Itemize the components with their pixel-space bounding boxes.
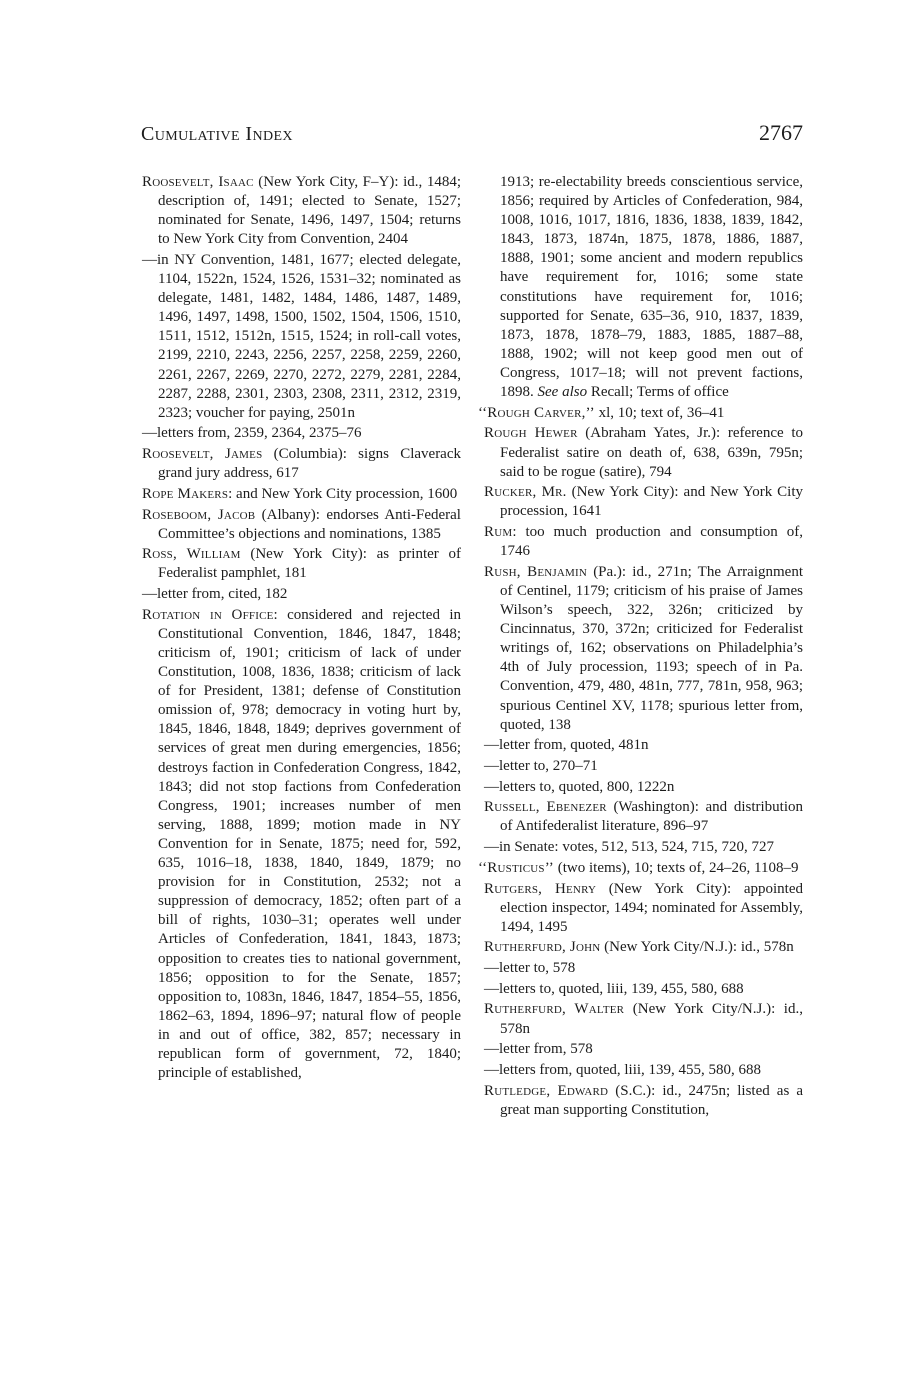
- entry-text: —letters from, 2359, 2364, 2375–76: [142, 425, 362, 442]
- entry-headword: ‘‘Rough Carver,’’: [478, 404, 595, 421]
- entry-text: —in NY Convention, 1481, 1677; elected delegate, 1104, 1522n, 1524, 1526, 1531–32; nominated as delegate, 1481, 1482, 1484, 1486, 1487, 1489, 1496, 1497, 1498, 1500, 1502, 1504, 1506, 1510, 1511, 1512, 1512n, 1515, 1524; in roll-call votes, 2199, 2210, 2243, 2256, 2257, 2258, 2259, 2260, 2261, 2267, 2269, 2270, 2272, 2279, 2281, 2284, 2287, 2288, 2301, 2303, 2308, 2311, 2312, 2319, 2323; voucher for paying, 2501n: [142, 251, 461, 421]
- entry-headword: Russell, Ebenezer: [484, 799, 607, 816]
- running-head-title: Cumulative Index: [141, 123, 293, 145]
- entry-text: (New York City/N.J.): id., 578n: [600, 939, 794, 956]
- running-head: [141, 120, 803, 146]
- index-entry-rough-carver: [478, 404, 803, 423]
- entry-text: 1913; re-electability breeds conscientious service, 1856; required by Articles of Confederation, 984, 1008, 1016, 1017, 1816, 1836, 1838, 1839, 1842, 1843, 1873, 1874n, 1875, 1878, 1886, 1887, 1888, 1901; some ancient and modern republics have requirement for, 1016; some state constitutions have requirement for, 1016; supported for Senate, 635–36, 910, 1837, 1839, 1873, 1878, 1878–79, 1883, 1885, 1887–88, 1888, 1902; will not keep good men out of Congress, 1017–18; will not prevent factions, 1898.: [500, 174, 803, 401]
- index-subentry: [484, 1040, 803, 1059]
- entry-headword: Rutherfurd, Walter: [484, 1001, 625, 1018]
- index-subentry: [142, 424, 461, 443]
- index-entry-roseboom-jacob: [142, 506, 461, 544]
- index-subentry: [142, 251, 461, 423]
- entry-text: —in Senate: votes, 512, 513, 524, 715, 720, 727: [484, 839, 774, 856]
- entry-text: xl, 10; text of, 36–41: [594, 404, 725, 421]
- index-entry-roosevelt-isaac: [142, 173, 461, 249]
- index-subentry: [484, 757, 803, 776]
- index-column-left: [142, 173, 461, 1085]
- entry-text: (S.C.): id., 2475n; listed as a great man supporting Constitution,: [500, 1082, 803, 1118]
- index-subentry: [484, 959, 803, 978]
- index-entry-rutledge-edward: [484, 1082, 803, 1120]
- entry-text: —letter from, 578: [484, 1041, 593, 1058]
- entry-text: —letter to, 270–71: [484, 757, 598, 774]
- entry-headword: ‘‘Rusticus’’: [478, 859, 555, 876]
- entry-text: —letters to, quoted, 800, 1222n: [484, 778, 675, 795]
- index-entry-rum: [484, 523, 803, 561]
- entry-headword: Rucker, Mr.: [484, 484, 567, 501]
- entry-headword: Rush, Benjamin: [484, 563, 588, 580]
- index-entry-rutgers-henry: [484, 880, 803, 937]
- index-subentry: [484, 778, 803, 797]
- index-entry-rutherfurd-walter: [484, 1000, 803, 1038]
- entry-headword: Rough Hewer: [484, 425, 578, 442]
- entry-headword: Ross, William: [142, 546, 241, 563]
- entry-text: —letter from, cited, 182: [142, 586, 288, 603]
- index-entry-rutherfurd-john: [484, 938, 803, 957]
- index-subentry: [484, 736, 803, 755]
- index-entry-rough-hewer: [484, 424, 803, 481]
- entry-text: (New York City): appointed election inspector, 1494; nominated for Assembly, 1494, 1495: [500, 880, 803, 935]
- entry-headword: Rutherfurd, John: [484, 939, 601, 956]
- entry-text: —letters to, quoted, liii, 139, 455, 580, 688: [484, 980, 744, 997]
- entry-headword: Rutledge, Edward: [484, 1082, 609, 1099]
- index-entry-rotation-in-office: [142, 606, 461, 1083]
- index-entry-ross-william: [142, 545, 461, 583]
- index-subentry: [484, 980, 803, 999]
- entry-text: (two items), 10; texts of, 24–26, 1108–9: [554, 859, 799, 876]
- index-entry-rusticus: [478, 859, 803, 878]
- entry-text: (New York City): as printer of Federalist pamphlet, 181: [158, 546, 461, 582]
- entry-headword: Rutgers, Henry: [484, 880, 597, 897]
- entry-headword: Rope Makers: [142, 485, 229, 502]
- entry-text: —letters from, quoted, liii, 139, 455, 580, 688: [484, 1061, 762, 1078]
- entry-text: (Columbia): signs Claverack grand jury address, 617: [158, 446, 461, 482]
- index-entry-rope-makers: [142, 485, 461, 504]
- entry-text: (Pa.): id., 271n; The Arraignment of Centinel, 1179; criticism of his praise of James Wilson’s speech, 322, 326n; criticized by Cincinnatus, 370, 372n; criticized for Federalist writings of, 162; observations on Philadelphia’s 4th of July procession, 1193; speech of in Pa. Convention, 479, 480, 481n, 777, 781n, 958, 963; spurious Centinel XV, 1178; spurious letter from, quoted, 138: [500, 563, 803, 733]
- entry-text: (Albany): endorses Anti-Federal Committee’s objections and nominations, 1385: [158, 506, 461, 542]
- index-column-right: [478, 173, 803, 1121]
- entry-headword: Roosevelt, Isaac: [142, 174, 254, 190]
- entry-text: : too much production and consumption of, 1746: [500, 524, 803, 560]
- entry-headword: Roosevelt, James: [142, 446, 263, 463]
- entry-text: : considered and rejected in Constitutional Convention, 1846, 1847, 1848; criticism of, 1901; criticism of lack of under Constitution, 1008, 1836, 1838; criticism of lack of for President, 1381; defense of Constitution omission of, 978; democracy in voting hurt by, 1845, 1846, 1848, 1849; deprives government of services of great men during emergencies, 1856; destroys faction in Confederation Congress, 1842, 1843; did not stop factions from Confederation Congress, 1901; increases number of men serving, 1888, 1899; motion made in NY Convention for in Senate, 1875; need for, 592, 635, 1016–18, 1838, 1840, 1849, 1879; no provision for in Constitution, 2532; not a suppression of democracy, 1852; often part of a bill of rights, 1030–31; operates well under Articles of Confederation, 1841, 1843, 1873; opposition to creates ties to national government, 1856; opposition to for the Senate, 1857; opposition to, 1083n, 1846, 1847, 1854–55, 1856, 1862–63, 1894, 1896–97; natural flow of people in and out of office, 382, 857; necessary in republican form of government, 72, 1840; principle of established,: [158, 606, 461, 1082]
- index-entry-continuation: [484, 173, 803, 402]
- index-subentry: [484, 1061, 803, 1080]
- entry-text: —letter to, 578: [484, 960, 576, 977]
- page-number: 2767: [759, 120, 803, 145]
- index-subentry: [142, 585, 461, 604]
- entry-text: : and New York City procession, 1600: [228, 485, 458, 502]
- entry-text: (New York City, F–Y): id., 1484; description of, 1491; elected to Senate, 1527; nominated for Senate, 1496, 1497, 1504; returns to New York City from Convention, 2404: [158, 174, 461, 248]
- entry-text: (Washington): and distribution of Antifederalist literature, 896–97: [500, 799, 803, 835]
- index-entry-roosevelt-james: [142, 445, 461, 483]
- index-entry-rush-benjamin: [484, 563, 803, 735]
- entry-text: (New York City/N.J.): id., 578n: [500, 1001, 803, 1037]
- entry-headword: Roseboom, Jacob: [142, 506, 256, 523]
- entry-headword: Rotation in Office: [142, 606, 274, 623]
- index-subentry: [484, 838, 803, 857]
- entry-text: (Abraham Yates, Jr.): reference to Federalist satire on death of, 638, 639n, 795n; said to be rogue (satire), 794: [500, 425, 803, 480]
- index-entry-rucker-mr: [484, 483, 803, 521]
- entry-text: —letter from, quoted, 481n: [484, 737, 649, 754]
- entry-text: Recall; Terms of office: [587, 384, 729, 401]
- index-entry-russell-ebenezer: [484, 798, 803, 836]
- entry-text: (New York City): and New York City procession, 1641: [500, 484, 803, 520]
- entry-headword: Rum: [484, 524, 513, 541]
- see-also-label: See also: [537, 384, 588, 401]
